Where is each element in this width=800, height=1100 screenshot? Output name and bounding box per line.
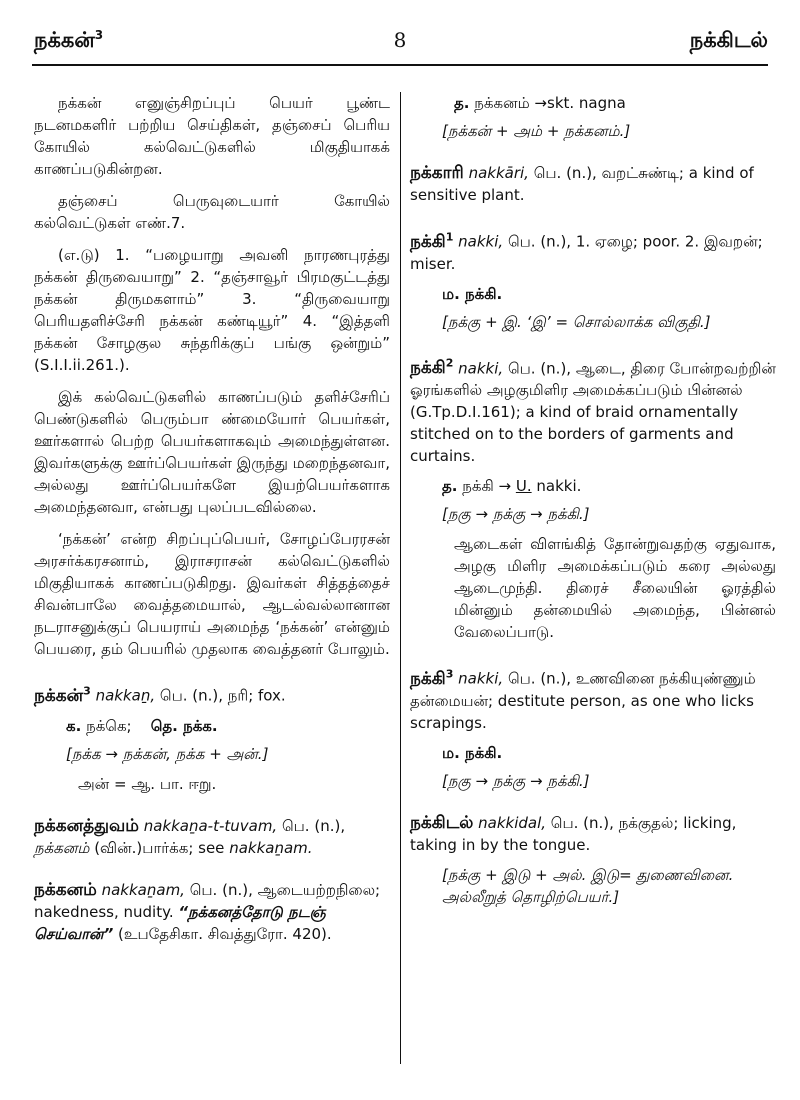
cognate: நக்கெ; bbox=[81, 716, 132, 735]
headword bbox=[34, 686, 91, 706]
headword-text: நக்கன் bbox=[34, 685, 84, 706]
definition: பெ. (n.), ஆடை, திரை போன்றவற்றின் ஓரங்களில் அழகுமிளிர அமைக்கப்படும் பின்னல் (G.Tp.D.I.161); a kind of braid ornamentally stitched on to the borders of garments and curtains. bbox=[410, 359, 776, 466]
entry-nakkidal bbox=[410, 812, 776, 856]
cognate: நக்கி → bbox=[457, 477, 516, 496]
entry-nakkan-3 bbox=[34, 680, 390, 707]
headword: நக்காரி bbox=[410, 163, 464, 183]
headword bbox=[410, 669, 453, 689]
transliteration: nakki, bbox=[458, 669, 504, 688]
cognates bbox=[442, 742, 776, 764]
headword: நக்கிடல் bbox=[410, 812, 474, 833]
cognates bbox=[442, 475, 776, 497]
entry-nakkari bbox=[410, 162, 776, 206]
source: (உபதேசிகா. சிவத்துரோ. 420). bbox=[113, 924, 332, 943]
definition: பெ. (n.), நரி; fox. bbox=[155, 686, 286, 705]
cross-reference: nakkaṉam. bbox=[229, 838, 313, 857]
headword: நக்கனம் bbox=[34, 879, 97, 900]
cognate: நக்கனம் →skt. nagna bbox=[469, 94, 626, 112]
headword-text: நக்கி bbox=[410, 231, 446, 252]
definition: பெ. (n.), 1. ஏழை; poor. bbox=[503, 232, 685, 251]
paragraph: தஞ்சைப் பெருவுடையார் கோயில் கல்வெட்டுகள் எண்.7. bbox=[34, 192, 390, 232]
etymology: [நகு → நக்கு → நக்கி.] bbox=[442, 505, 590, 524]
lang-label: த. bbox=[442, 477, 458, 496]
lang-label: த. bbox=[454, 94, 470, 112]
transliteration: nakki, bbox=[458, 359, 504, 378]
definition: (வின்.)பார்க்க; see bbox=[89, 838, 230, 857]
paragraph: ‘நக்கன்’ என்ற சிறப்புப்பெயர், சோழப்பேரரசன் அரசர்க்கரசனாம், இராசராசன் கல்வெட்டுகளில் மிகுதியாகக் காணப்படுகிறது. இவர்கள் சித்தத்தைச் சிவன்பாலே வைத்தமையால், ஆடல்வல்லானான நடராசனுக்குப் பெயராய் அமைந்த ‘நக்கன்’ என்னும் பெயரை, தம் பெயரில் முதலாக வைத்தனர் போலும். bbox=[34, 530, 390, 658]
transliteration: nakkaṉ, bbox=[95, 686, 156, 705]
header-rule bbox=[32, 64, 768, 66]
note: ஆடைகள் விளங்கித் தோன்றுவதற்கு ஏதுவாக, அழகு மிளிர அமைக்கப்படும் கரை அல்லது ஆடைமுந்தி. திரைச் சீலையின் ஓரத்தில் மின்னும் தன்மையில் அமைந்த, பின்னல் வேலைப்பாடு. bbox=[454, 535, 776, 642]
definition: பெ. (n.), bbox=[277, 816, 346, 835]
transliteration: nakkaṉam, bbox=[101, 880, 185, 899]
entry-nakkanam bbox=[34, 879, 390, 945]
etymology: [நகு → நக்கு → நக்கி.] bbox=[442, 771, 590, 790]
right-column bbox=[410, 92, 776, 916]
etymology: [நக்கன் + அம் + நக்கனம்.] bbox=[442, 122, 631, 140]
cross-reference: நக்கனம் bbox=[34, 838, 90, 857]
headword-sup: 2 bbox=[445, 356, 454, 370]
cognate: nakki. bbox=[531, 477, 582, 496]
etymology: [நக்கு + இடு + அல். இடு= துணைவினை. அல்லீறுத் தொழிற்பெயர்.] bbox=[442, 865, 734, 906]
transliteration: nakki, bbox=[458, 232, 504, 251]
running-head-left-sup: 3 bbox=[94, 28, 104, 42]
entry-nakki-3 bbox=[410, 663, 776, 734]
transliteration: nakkidal, bbox=[478, 813, 547, 832]
cognate: நக்கி. bbox=[459, 284, 503, 303]
running-head-left-word: நக்கன் bbox=[34, 28, 95, 52]
cognate: நக்கி. bbox=[459, 743, 503, 762]
column-divider bbox=[400, 92, 401, 1064]
lang-label: க. bbox=[66, 716, 82, 735]
cognate: நக்க. bbox=[177, 716, 218, 735]
transliteration: nakkāri, bbox=[468, 164, 529, 182]
transliteration: nakkaṉa-t-tuvam, bbox=[143, 816, 278, 835]
note: அன் = ஆ. பா. ஈறு. bbox=[78, 774, 217, 793]
example-paragraph: (எ.டு) 1. “பழையாறு அவனி நாரணபுரத்து நக்கன் திருவையாறு” 2. “தஞ்சாவூர் பிரமகுட்டத்து நக்கன் திருமகளாம்” 3. “திருவையாறு பெரியதளிச்சேரி நக்கன் கண்டியூர்” 4. “இத்தளி நக்கன் சோழகுல சுந்தரிக்குப் பங்கு ஒன்றும்” (S.I.I.ii.261.). bbox=[34, 246, 390, 374]
page-number: 8 bbox=[393, 28, 407, 52]
entry-nakki-1 bbox=[410, 226, 776, 275]
lang-label: தெ. bbox=[150, 716, 178, 735]
headword-sup: 1 bbox=[445, 230, 454, 243]
headword-text: நக்கி bbox=[410, 358, 446, 379]
headword-sup: 3 bbox=[83, 684, 91, 697]
cognates bbox=[442, 283, 776, 305]
quotation: “நக்கனத்தோடு நடஞ் செய்வான்” bbox=[34, 902, 326, 943]
definition: பெ. (n.), ஆடையற்றநிலை; nakedness, nudity. bbox=[34, 880, 381, 921]
definition: 2. இவறன்; miser. bbox=[410, 232, 763, 273]
paragraph: இக் கல்வெட்டுகளில் காணப்படும் தளிச்சேரிப் பெண்டுகளில் பெரும்பா ண்மையோர் பெயர்கள், ஊர்களால் பெற்ற பெயர்களாகவும் அமைந்துள்ளன. இவர்களுக்கு ஊர்ப்பெயர்கள் இருந்து மறைந்தனவா, அல்லது ஊர்ப்பெயர்களே இயற்பெயர்களாக அமைந்தனவா, என்பது புலப்படவில்லை. bbox=[34, 388, 390, 516]
headword-sup: 3 bbox=[445, 667, 454, 681]
etymology: [நக்கு + இ. ‘இ’ = சொல்லாக்க விகுதி.] bbox=[442, 312, 711, 331]
etymology: [நக்க → நக்கன், நக்க + அன்.] bbox=[66, 744, 269, 763]
definition: பெ. (n.), நக்குதல்; licking, taking in by the tongue. bbox=[410, 813, 737, 854]
lang-label: ம. bbox=[442, 743, 460, 762]
entry-nakkanattuvam bbox=[34, 815, 390, 859]
lang-abbrev: U. bbox=[515, 477, 532, 496]
headword bbox=[410, 358, 453, 378]
running-head-right: நக்கிடல் bbox=[689, 28, 768, 52]
lang-label: ம. bbox=[442, 284, 460, 303]
entry-nakki-2 bbox=[410, 353, 776, 468]
definition: பெ. (n.), வறட்சுண்டி; a kind of sensitive plant. bbox=[410, 164, 754, 204]
definition: பெ. (n.), உணவினை நக்கியுண்ணும் தன்மையன்; destitute person, as one who licks scrapings. bbox=[410, 669, 756, 732]
headword: நக்கனத்துவம் bbox=[34, 815, 139, 836]
paragraph: நக்கன் எனுஞ்சிறப்புப் பெயர் பூண்ட நடனமகளிர் பற்றிய செய்திகள், தஞ்சைப் பெரிய கோயில் கல்வெட்டுகளில் மிகுதியாகக் காணப்படுகின்றன. bbox=[34, 94, 390, 178]
left-column bbox=[34, 92, 390, 953]
cognates bbox=[454, 92, 776, 114]
headword-text: நக்கி bbox=[410, 668, 446, 689]
cognates bbox=[66, 715, 390, 737]
headword bbox=[410, 232, 453, 252]
